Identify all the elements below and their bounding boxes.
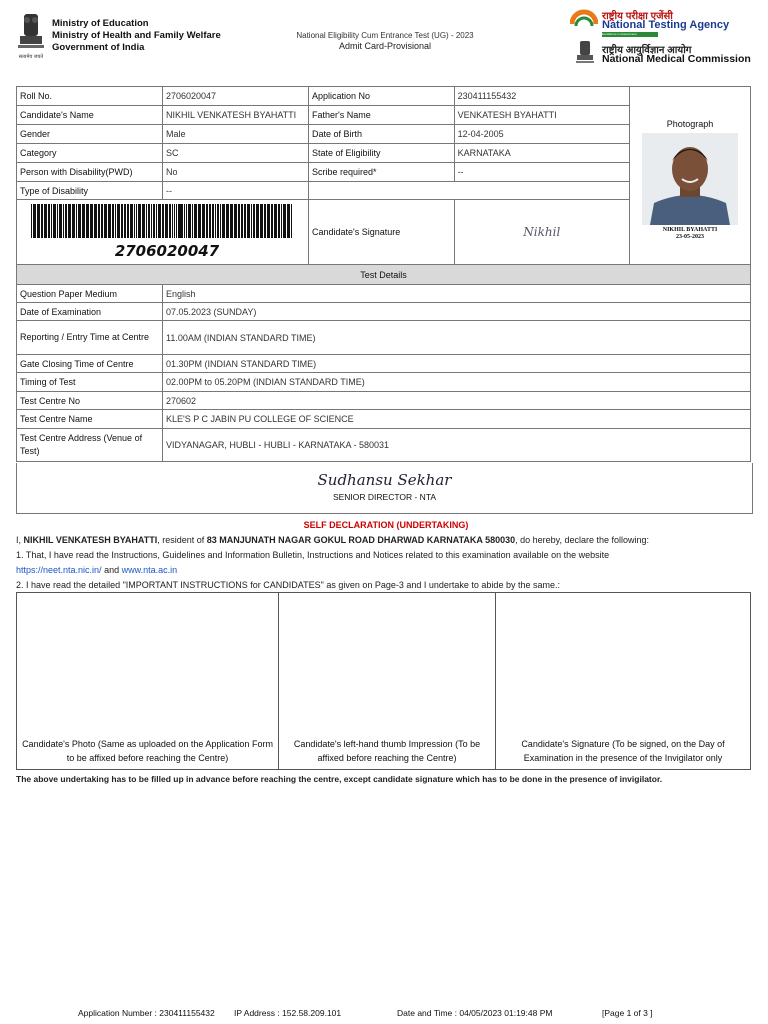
nmc-english: National Medical Commission <box>602 53 751 65</box>
barcode-bar <box>264 204 266 238</box>
barcode-bar <box>198 204 201 238</box>
barcode-bar <box>138 204 141 238</box>
nta-tagline: Excellence in Assessment <box>602 32 658 37</box>
barcode-bar <box>260 204 263 238</box>
photo-caption-name: NIKHIL BYAHATTI <box>662 227 718 233</box>
barcode-bar <box>134 204 135 238</box>
nta-website-link[interactable]: www.nta.ac.in <box>121 565 178 575</box>
scribe-value: -- <box>454 163 630 182</box>
footer-ip-address: IP Address : 152.58.209.101 <box>234 1008 342 1018</box>
barcode-bar <box>130 204 133 238</box>
table-row <box>17 321 751 355</box>
barcode-bar <box>142 204 145 238</box>
barcode-bar <box>215 204 216 238</box>
ministry-health: Ministry of Health and Family Welfare <box>52 30 221 41</box>
barcode-bar <box>33 204 36 238</box>
barcode-bar <box>256 204 259 238</box>
td-value: English <box>162 285 750 303</box>
state-eligibility-label: State of Eligibility <box>308 144 454 163</box>
barcode-bar <box>271 204 273 238</box>
photo-label: Photograph <box>666 119 714 129</box>
table-row <box>17 392 751 410</box>
ministry-education: Ministry of Education <box>52 18 149 29</box>
td-value: 270602 <box>162 392 750 410</box>
table-row <box>17 285 751 303</box>
self-declaration <box>16 518 756 593</box>
svg-text:सत्यमेव जयते: सत्यमेव जयते <box>18 54 44 60</box>
candidate-signature-label: Candidate's Signature <box>308 200 454 265</box>
thumb-box-caption: Candidate's left-hand thumb Impression (To be affixed before reaching the Centre) <box>293 739 481 763</box>
undertaking-note: The above undertaking has to be filled up in advance before reaching the centre, except candidate signature which has to be done in the presence of invigilator. <box>16 774 663 784</box>
td-value: KLE'S P C JABIN PU COLLEGE OF SCIENCE <box>162 410 750 429</box>
exam-title: National Eligibility Cum Entrance Test (UG) - 2023 <box>296 31 474 40</box>
father-name-value: VENKATESH BYAHATTI <box>454 106 630 125</box>
table-row <box>17 265 751 285</box>
barcode-bar <box>209 204 211 238</box>
footer-application-number: Application Number : 230411155432 <box>78 1008 215 1018</box>
barcode-bar <box>230 204 233 238</box>
barcode-bar <box>76 204 77 238</box>
barcode-bar <box>41 204 43 238</box>
barcode-bar <box>181 204 183 238</box>
national-emblem-icon <box>14 12 48 62</box>
candidate-photo-box <box>16 592 279 770</box>
photo-caption-date: 23-05-2023 <box>676 234 705 240</box>
barcode-bar <box>202 204 205 238</box>
barcode-bar <box>194 204 197 238</box>
barcode-bar <box>206 204 208 238</box>
barcode-bar <box>220 204 221 238</box>
photo-box-caption: Candidate's Photo (Same as uploaded on the Application Form to be affixed before reaching the Centre) <box>22 739 273 763</box>
td-value: 11.00AM (INDIAN STANDARD TIME) <box>162 321 750 355</box>
declarant-name: NIKHIL VENKATESH BYAHATTI <box>23 535 158 545</box>
gender-label: Gender <box>17 125 163 144</box>
td-label: Date of Examination <box>17 303 163 321</box>
authority-signature: Sudhansu Sekhar <box>317 471 452 489</box>
table-row <box>17 410 751 429</box>
barcode-bar <box>146 204 147 238</box>
td-label: Reporting / Entry Time at Centre <box>17 321 163 355</box>
candidate-signature: Nikhil <box>523 225 561 239</box>
table-row <box>17 355 751 373</box>
barcode-bar <box>212 204 214 238</box>
declaration-line-1: I, NIKHIL VENKATESH BYAHATTI, resident of 83 MANJUNATH NAGAR GOKUL ROAD DHARWAD KARNATAKA 580030, do hereby, declare the following: <box>16 535 650 545</box>
barcode-bar <box>101 204 103 238</box>
declaration-links: https://neet.nta.nic.in/ and www.nta.ac.in <box>16 565 178 575</box>
barcode-bar <box>82 204 85 238</box>
thumb-impression-box <box>278 592 496 770</box>
nmc-emblem-icon <box>574 40 596 66</box>
barcode-bar <box>169 204 171 238</box>
barcode-bar <box>238 204 240 238</box>
declarant-address: 83 MANJUNATH NAGAR GOKUL ROAD DHARWAD KARNATAKA 580030 <box>206 535 516 545</box>
document-title-block <box>250 31 520 51</box>
neet-website-link[interactable]: https://neet.nta.nic.in/ <box>16 565 102 575</box>
barcode-bar <box>162 204 164 238</box>
barcode-bar <box>253 204 255 238</box>
barcode-bar <box>176 204 177 238</box>
barcode-bar <box>86 204 89 238</box>
barcode-bar <box>65 204 67 238</box>
barcode-bar <box>244 204 246 238</box>
barcode-bar <box>156 204 157 238</box>
barcode-bar <box>188 204 191 238</box>
barcode-bar <box>234 204 237 238</box>
affix-boxes <box>16 592 751 770</box>
barcode-bar <box>247 204 250 238</box>
td-value: 02.00PM to 05.20PM (INDIAN STANDARD TIME) <box>162 373 750 392</box>
application-no-label: Application No <box>308 87 454 106</box>
nmc-hindi: राष्ट्रीय आयुर्विज्ञान आयोग <box>602 45 692 56</box>
footer-date-time: Date and Time : 04/05/2023 01:19:48 PM <box>397 1008 553 1018</box>
ministry-header <box>14 12 224 62</box>
disability-type-label: Type of Disability <box>17 182 163 200</box>
td-label: Test Centre No <box>17 392 163 410</box>
candidate-name-value: NIKHIL VENKATESH BYAHATTI <box>162 106 308 125</box>
td-label: Test Centre Name <box>17 410 163 429</box>
admit-card-subtitle: Admit Card-Provisional <box>338 41 432 51</box>
barcode-bar <box>151 204 152 238</box>
barcode-bar <box>72 204 75 238</box>
category-label: Category <box>17 144 163 163</box>
barcode-bar <box>222 204 225 238</box>
pwd-value: No <box>162 163 308 182</box>
table-row <box>17 87 751 106</box>
barcode-bar <box>274 204 277 238</box>
candidate-signature-cell <box>454 200 630 265</box>
barcode-bar <box>37 204 40 238</box>
barcode-bar <box>283 204 286 238</box>
dob-label: Date of Birth <box>308 125 454 144</box>
test-details-heading: Test Details <box>17 265 751 285</box>
barcode-bar <box>68 204 71 238</box>
barcode-number: 2706020047 <box>114 242 220 260</box>
barcode-bar <box>115 204 116 238</box>
barcode-bar <box>121 204 123 238</box>
td-label: Question Paper Medium <box>17 285 163 303</box>
barcode-bar <box>291 204 292 238</box>
barcode-bar <box>90 204 93 238</box>
roll-no-label: Roll No. <box>17 87 163 106</box>
td-label: Test Centre Address (Venue of Test) <box>17 429 163 462</box>
td-value: 01.30PM (INDIAN STANDARD TIME) <box>162 355 750 373</box>
barcode-bar <box>226 204 229 238</box>
barcode-bar <box>267 204 270 238</box>
agency-logos <box>570 6 760 66</box>
table-row <box>17 303 751 321</box>
barcode-bar <box>287 204 290 238</box>
barcode-bar <box>112 204 114 238</box>
photo-cell <box>630 87 751 265</box>
barcode-bar <box>48 204 50 238</box>
barcode-bar <box>78 204 81 238</box>
empty-cell <box>308 182 454 200</box>
barcode-bar <box>98 204 100 238</box>
td-value: VIDYANAGAR, HUBLI - HUBLI - KARNATAKA - 580031 <box>162 429 750 462</box>
barcode-bar <box>148 204 150 238</box>
barcode-bar <box>94 204 97 238</box>
declaration-line-2: 1. That, I have read the Instructions, Guidelines and Information Bulletin, Instructions and Notices related to this examination available on the website <box>16 550 610 560</box>
declaration-line-3: 2. I have read the detailed "IMPORTANT INSTRUCTIONS for CANDIDATES" as given on Page-3 and I undertake to abide by the same.: <box>16 580 560 590</box>
category-value: SC <box>162 144 308 163</box>
barcode-bar <box>172 204 173 238</box>
table-row <box>17 429 751 462</box>
government-of-india: Government of India <box>52 42 145 53</box>
nta-logo-icon <box>570 8 598 32</box>
empty-cell <box>454 182 630 200</box>
td-label: Gate Closing Time of Centre <box>17 355 163 373</box>
signature-box-caption: Candidate's Signature (To be signed, on the Day of Examination in the presence of the Invigilator only <box>521 739 725 763</box>
barcode-bar <box>165 204 168 238</box>
barcode-bar <box>158 204 161 238</box>
application-no-value: 230411155432 <box>454 87 630 106</box>
authority-signature-block <box>16 463 753 514</box>
nta-hindi: राष्ट्रीय परीक्षा एजेंसी <box>602 11 673 22</box>
barcode-bar <box>124 204 126 238</box>
barcode-bar <box>44 204 47 238</box>
barcode-bar <box>251 204 252 238</box>
barcode-bar <box>184 204 185 238</box>
barcode-bar <box>217 204 219 238</box>
barcode-bar <box>127 204 129 238</box>
authority-designation: SENIOR DIRECTOR - NTA <box>332 492 437 502</box>
barcode-bar <box>174 204 175 238</box>
barcode-bar <box>57 204 58 238</box>
barcode-bar <box>278 204 280 238</box>
disability-type-value: -- <box>162 182 308 200</box>
footer-page-number: [Page 1 of 3 ] <box>602 1008 653 1018</box>
barcode-bar <box>281 204 282 238</box>
father-name-label: Father's Name <box>308 106 454 125</box>
barcode <box>17 200 307 262</box>
barcode-bar <box>241 204 243 238</box>
barcode-bar <box>153 204 155 238</box>
dob-value: 12-04-2005 <box>454 125 630 144</box>
admit-card-table <box>16 86 751 462</box>
barcode-bar <box>136 204 137 238</box>
barcode-bar <box>117 204 120 238</box>
barcode-bar <box>108 204 111 238</box>
barcode-bar <box>104 204 107 238</box>
td-label: Timing of Test <box>17 373 163 392</box>
barcode-bar <box>53 204 56 238</box>
barcode-bar <box>63 204 64 238</box>
candidate-photo <box>642 133 738 225</box>
state-eligibility-value: KARNATAKA <box>454 144 630 163</box>
barcode-bar <box>59 204 62 238</box>
barcode-bar <box>186 204 187 238</box>
table-row <box>17 373 751 392</box>
barcode-cell <box>17 200 309 265</box>
roll-no-value: 2706020047 <box>162 87 308 106</box>
scribe-label: Scribe required* <box>308 163 454 182</box>
barcode-bar <box>192 204 193 238</box>
nta-english: National Testing Agency <box>602 19 730 31</box>
candidate-name-label: Candidate's Name <box>17 106 163 125</box>
pwd-label: Person with Disability(PWD) <box>17 163 163 182</box>
gender-value: Male <box>162 125 308 144</box>
barcode-bar <box>178 204 181 238</box>
candidate-signature-box <box>495 592 751 770</box>
barcode-bar <box>31 204 32 238</box>
td-value: 07.05.2023 (SUNDAY) <box>162 303 750 321</box>
declaration-heading: SELF DECLARATION (UNDERTAKING) <box>303 520 469 530</box>
barcode-bar <box>51 204 52 238</box>
